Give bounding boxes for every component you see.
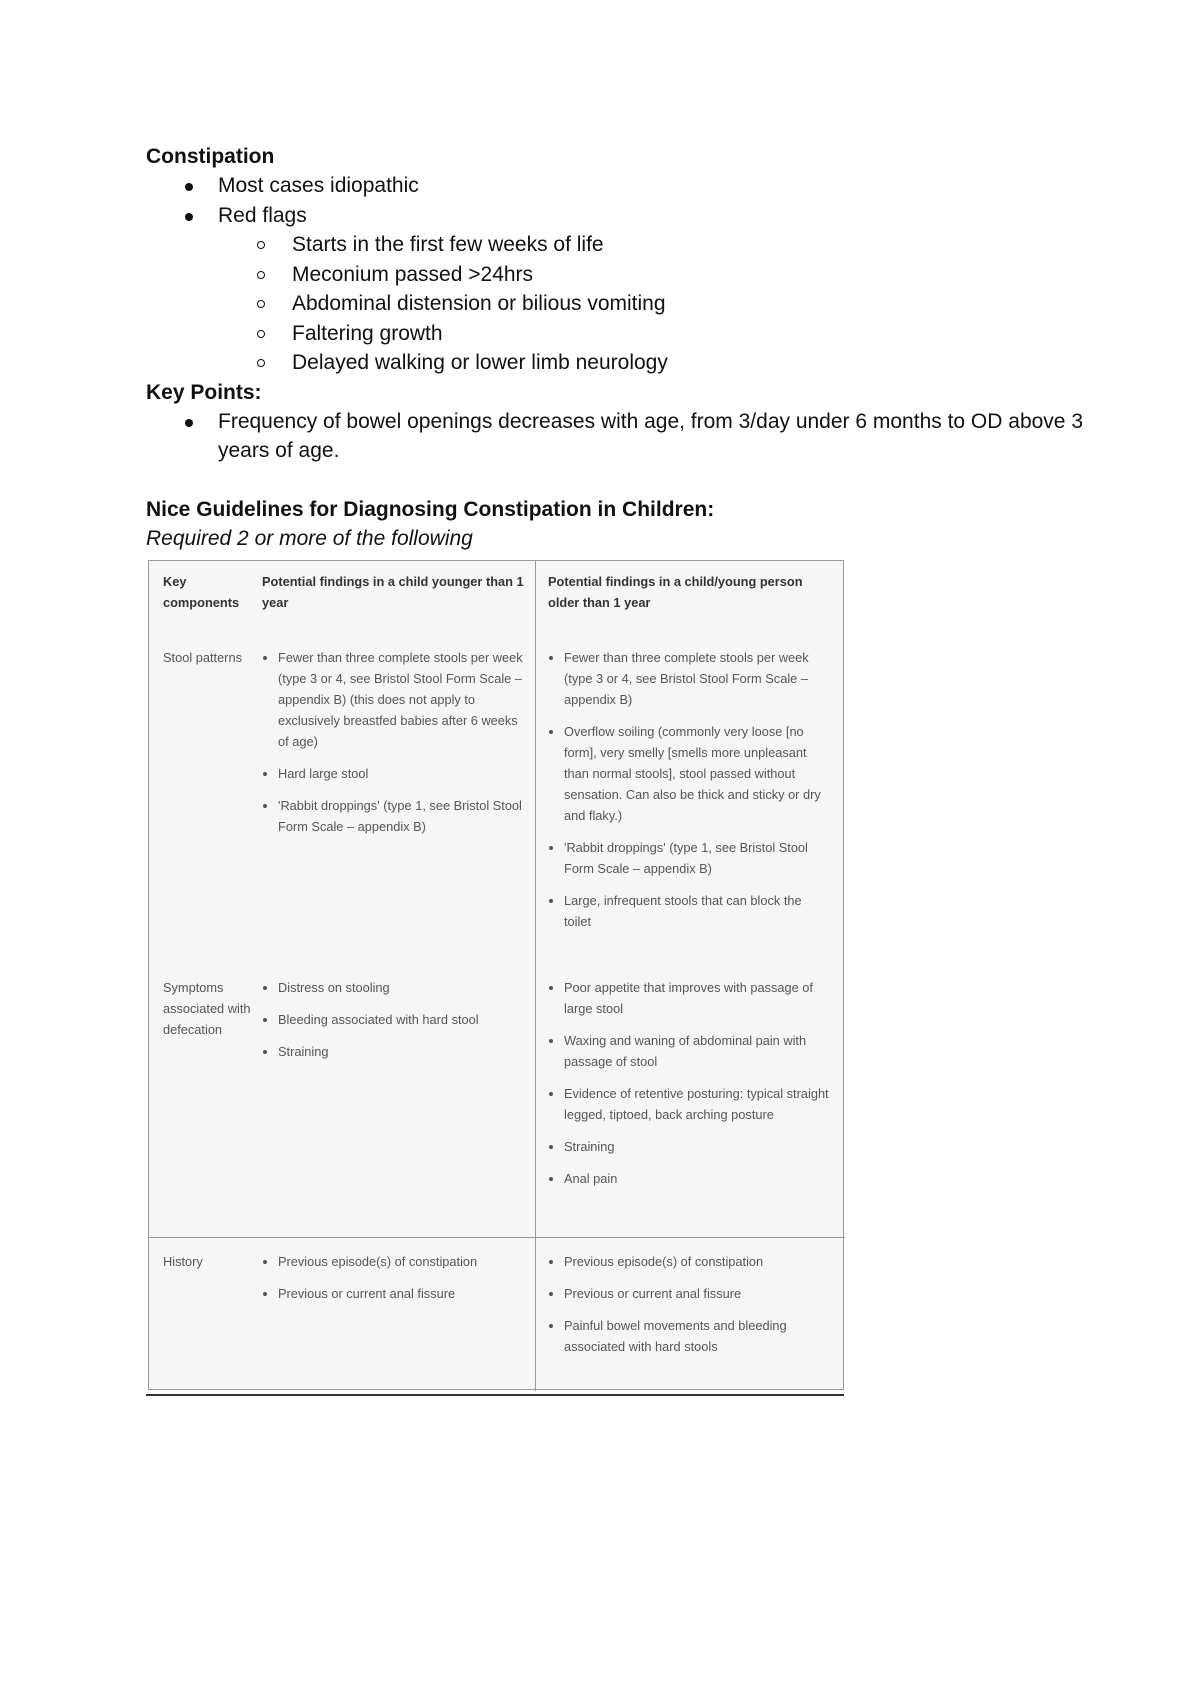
table-bullet: Large, infrequent stools that can block the toilet [548,890,832,932]
table-bullet: Anal pain [548,1168,832,1189]
row-symptoms-over1 [548,977,832,1200]
guidelines-subtitle: Required 2 or more of the following [146,526,473,550]
document-body [146,142,1086,553]
row-history-under1 [262,1251,524,1315]
table-bullet: Previous or current anal fissure [262,1283,524,1304]
row-stool-under1 [262,647,524,848]
row-history-over1 [548,1251,832,1368]
constipation-heading: Constipation [146,145,275,168]
table-bullet: Evidence of retentive posturing: typical straight legged, tiptoed, back arching posture [548,1083,832,1125]
row-key-symptoms: Symptoms associated with defecation [163,980,251,1037]
nice-guidelines-table [148,560,844,1390]
key-points-heading: Key Points: [146,380,262,404]
row-stool-over1 [548,647,832,943]
table-bullet: 'Rabbit droppings' (type 1, see Bristol Stool Form Scale – appendix B) [262,795,524,837]
table-bullet: 'Rabbit droppings' (type 1, see Bristol Stool Form Scale – appendix B) [548,837,832,879]
row-symptoms-under1 [262,977,524,1073]
table-bullet: Distress on stooling [262,977,524,998]
guidelines-heading: Nice Guidelines for Diagnosing Constipation in Children: [146,497,715,521]
table-bullet: Painful bowel movements and bleeding associated with hard stools [548,1315,832,1357]
red-flag-item: Faltering growth [146,319,1086,349]
red-flag-item: Abdominal distension or bilious vomiting [146,289,1086,319]
red-flag-item: Meconium passed >24hrs [146,260,1086,290]
table-bullet: Previous episode(s) of constipation [548,1251,832,1272]
table-bullet: Fewer than three complete stools per week (type 3 or 4, see Bristol Stool Form Scale – appendix B) [548,647,832,710]
table-bullet: Bleeding associated with hard stool [262,1009,524,1030]
table-bullet: Fewer than three complete stools per week (type 3 or 4, see Bristol Stool Form Scale – appendix B) (this does not apply to exclusively breastfed babies after 6 weeks of age) [262,647,524,752]
table-bullet: Straining [548,1136,832,1157]
table-bullet: Waxing and waning of abdominal pain with passage of stool [548,1030,832,1072]
list-item: Most cases idiopathic [146,171,1086,201]
list-item: Red flags [146,201,1086,231]
list-item: Frequency of bowel openings decreases with age, from 3/day under 6 months to OD above 3 years of age. [146,407,1086,466]
header-over-1-year: Potential findings in a child/young person older than 1 year [548,574,803,610]
key-points-list [146,407,1086,466]
table-bullet: Poor appetite that improves with passage of large stool [548,977,832,1019]
red-flag-item: Delayed walking or lower limb neurology [146,348,1086,378]
table-bullet: Hard large stool [262,763,524,784]
header-under-1-year: Potential findings in a child younger than 1 year [262,574,524,610]
row-key-stool-patterns: Stool patterns [163,650,242,665]
row-key-history: History [163,1254,203,1269]
table-bullet: Straining [262,1041,524,1062]
header-key-components: Key components [163,574,240,610]
table-bullet: Previous or current anal fissure [548,1283,832,1304]
table-bullet: Overflow soiling (commonly very loose [no form], very smelly [smells more unpleasant than normal stools], stool passed without sensation. Can also be thick and sticky or dry and flaky.) [548,721,832,826]
table-bullet: Previous episode(s) of constipation [262,1251,524,1272]
constipation-list [146,171,1086,230]
table-bottom-rule [146,1394,844,1396]
red-flag-item: Starts in the first few weeks of life [146,230,1086,260]
red-flags-list [146,230,1086,378]
